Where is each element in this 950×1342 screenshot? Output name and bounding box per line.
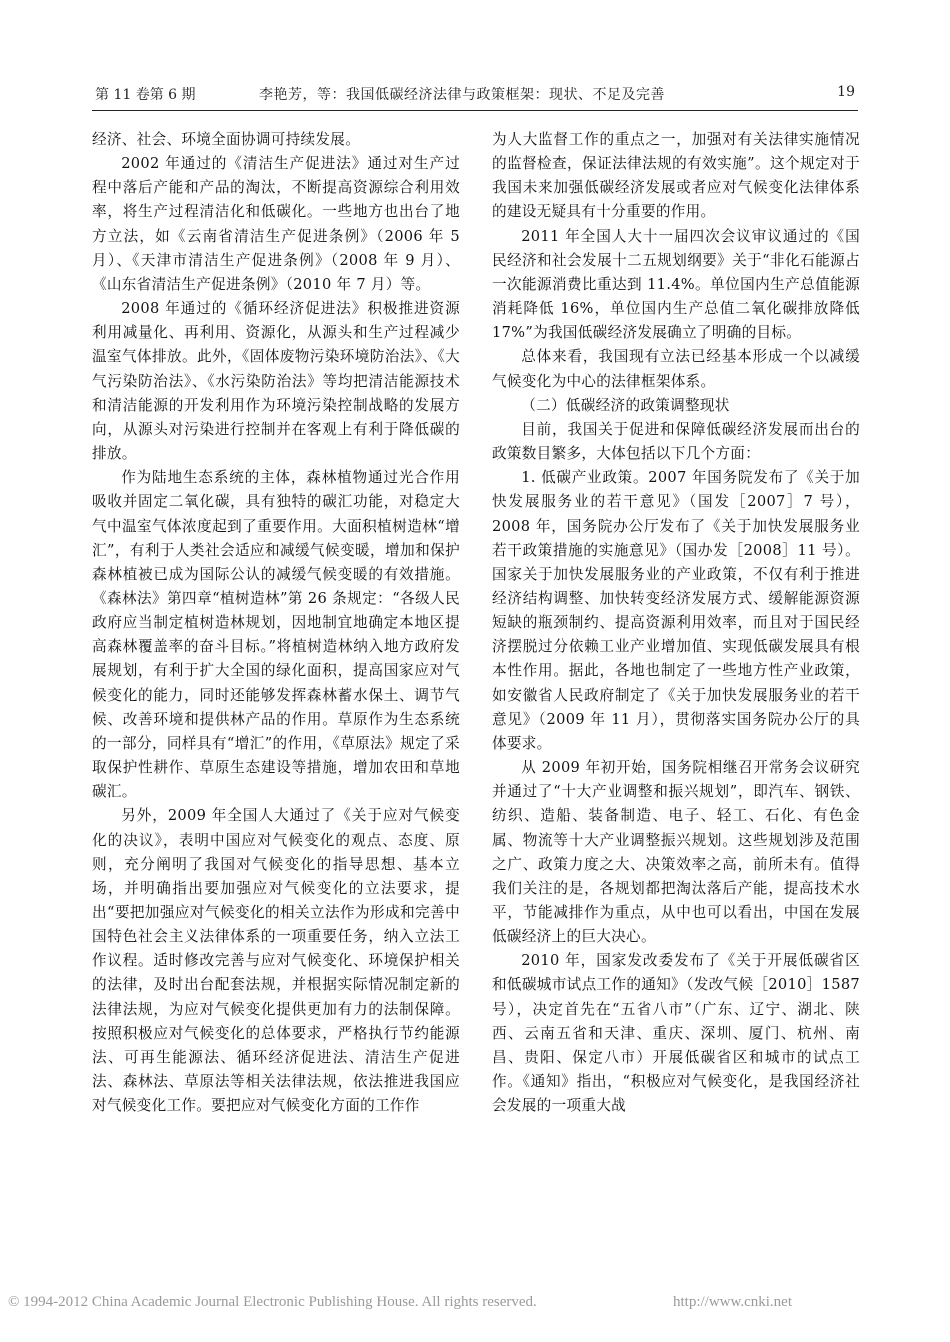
paragraph: 从 2009 年初开始，国务院相继召开常务会议研究并通过了“十大产业调整和振兴规划”，即汽车、钢铁、纺织、造船、装备制造、电子、轻工、石化、有色金属、物流等十大产业调整振兴规划。这些规划涉及范围之广、政策力度之大、决策效率之高，前所未有。值得我们关注的是，各规划都把淘汰落后产能，提高技术水平，节能减排作为重点，从中也可以看出，中国在发展低碳经济上的巨大决心。 (492, 759, 860, 946)
paragraph: 2002 年通过的《清洁生产促进法》通过对生产过程中落后产能和产品的淘汰，不断提高资源综合利用效率，将生产过程清洁化和低碳化。一些地方也出台了地方立法，如《云南省清洁生产促进条例》（2006 年 5 月）、《天津市清洁生产促进条例》（2008 年 9 月）、 《山东省清洁生产促进条例》（2010 年 7 月）等。 (92, 155, 460, 293)
left-column (92, 128, 460, 1118)
paragraph: 另外，2009 年全国人大通过了《关于应对气候变化的决议》，表明中国应对气候变化的观点、态度、原则，充分阐明了我国对气候变化的指导思想、基本立场，并明确指出要加强应对气候变化的立法要求，提出“要把加强应对气候变化的相关立法作为形成和完善中国特色社会主义法律体系的一项重要任务，纳入立法工作议程。适时修改完善与应对气候变化、环境保护相关的法律，及时出台配套法规，并根据实际情况制定新的法律法规，为应对气候变化提供更加有力的法制保障。按照积极应对气候变化的总体要求，严格执行节约能源法、可再生能源法、循环经济促进法、清洁生产促进法、森林法、草原法等相关法律法规，依法推进我国应对气候变化工作。要把应对气候变化方面的工作作 (92, 807, 460, 1115)
running-title: 李艳芳，等：我国低碳经济法律与政策框架：现状、不足及完善 (259, 87, 665, 103)
footer-link[interactable]: http://www.cnki.net (673, 1294, 793, 1310)
running-header (95, 84, 855, 106)
section-heading: （二）低碳经济的政策调整现状 (521, 396, 730, 414)
paragraph: 经济、社会、环境全面协调可持续发展。 (92, 131, 361, 148)
paragraph: 2008 年通过的《循环经济促进法》积极推进资源利用减量化、再利用、资源化，从源头和生产过程减少温室气体排放。此外，《固体废物污染环境防治法》、《大气污染防治法》、《水污染防治法》等均把清洁能源技术和清洁能源的开发利用作为环境污染控制战略的发展方向，从源头对污染进行控制并在客观上有利于降低碳的排放。 (92, 300, 460, 463)
paragraph: 总体来看，我国现有立法已经基本形成一个以减缓气候变化为中心的法律框架体系。 (492, 348, 860, 390)
header-rule (92, 110, 858, 111)
copyright-notice: © 1994-2012 China Academic Journal Electronic Publishing House. All rights reserved. (8, 1294, 537, 1310)
paragraph: 1. 低碳产业政策。2007 年国务院发布了《关于加快发展服务业的若干意见》（国发［2007］7 号），2008 年，国务院办公厅发布了《关于加快发展服务业若干政策措施的实施意见》（国办发［2008］11 号）。国家关于加快发展服务业的产业政策，不仅有利于推进经济结构调整、加快转变经济发展方式、缓解能源资源短缺的瓶颈制约、提高资源利用效率，而且对于国民经济摆脱过分依赖工业产业增加值、实现低碳发展具有根本性作用。据此，各地也制定了一些地方性产业政策，如安徽省人民政府制定了《关于加快发展服务业的若干意见》（2009 年 11 月），贯彻落实国务院办公厅的具体要求。 (492, 469, 860, 752)
volume-issue: 第 11 卷第 6 期 (95, 87, 196, 103)
right-column (492, 128, 860, 1118)
paragraph: 2010 年，国家发改委发布了《关于开展低碳省区和低碳城市试点工作的通知》（发改气候［2010］1587 号），决定首先在“五省八市”（广东、辽宁、湖北、陕西、云南五省和天津、重庆、深圳、厦门、杭州、南昌、贵阳、保定八市）开展低碳省区和城市的试点工作。《通知》指出，“积极应对气候变化，是我国经济社会发展的一项重大战 (492, 952, 860, 1115)
paragraph: 作为陆地生态系统的主体，森林植物通过光合作用吸收并固定二氧化碳，具有独特的碳汇功能，对稳定大气中温室气体浓度起到了重要作用。大面积植树造林“增汇”，有利于人类社会适应和减缓气候变暖，增加和保护森林植被已成为国际公认的减缓气候变暖的有效措施。《森林法》第四章“植树造林”第 26 条规定：“各级人民政府应当制定植树造林规划，因地制宜地确定本地区提高森林覆盖率的奋斗目标。”将植树造林纳入地方政府发展规划，有利于扩大全国的绿化面积，提高国家应对气候变化的能力，同时还能够发挥森林蓄水保土、调节气候、改善环境和提供林产品的作用。草原作为生态系统的一部分，同样具有“增汇”的作用，《草原法》规定了采取保护性耕作、草原生态建设等措施，增加农田和草地碳汇。 (92, 469, 460, 801)
paragraph: 2011 年全国人大十一届四次会议审议通过的《国民经济和社会发展十二五规划纲要》关于“非化石能源占一次能源消费比重达到 11.4%。单位国内生产总值能源消耗降低 16%，单位国内生产总值二氧化碳排放降低 17%”为我国低碳经济发展确立了明确的目标。 (492, 227, 860, 342)
paragraph: 目前，我国关于促进和保障低碳经济发展而出台的政策数目繁多，大体包括以下几个方面： (492, 420, 860, 463)
paragraph: 为人大监督工作的重点之一，加强对有关法律实施情况的监督检查，保证法律法规的有效实施”。这个规定对于我国未来加强低碳经济发展或者应对气候变化法律体系的建设无疑具有十分重要的作用。 (492, 131, 860, 221)
page-number: 19 (837, 84, 855, 100)
watermark-footer (8, 1294, 942, 1316)
